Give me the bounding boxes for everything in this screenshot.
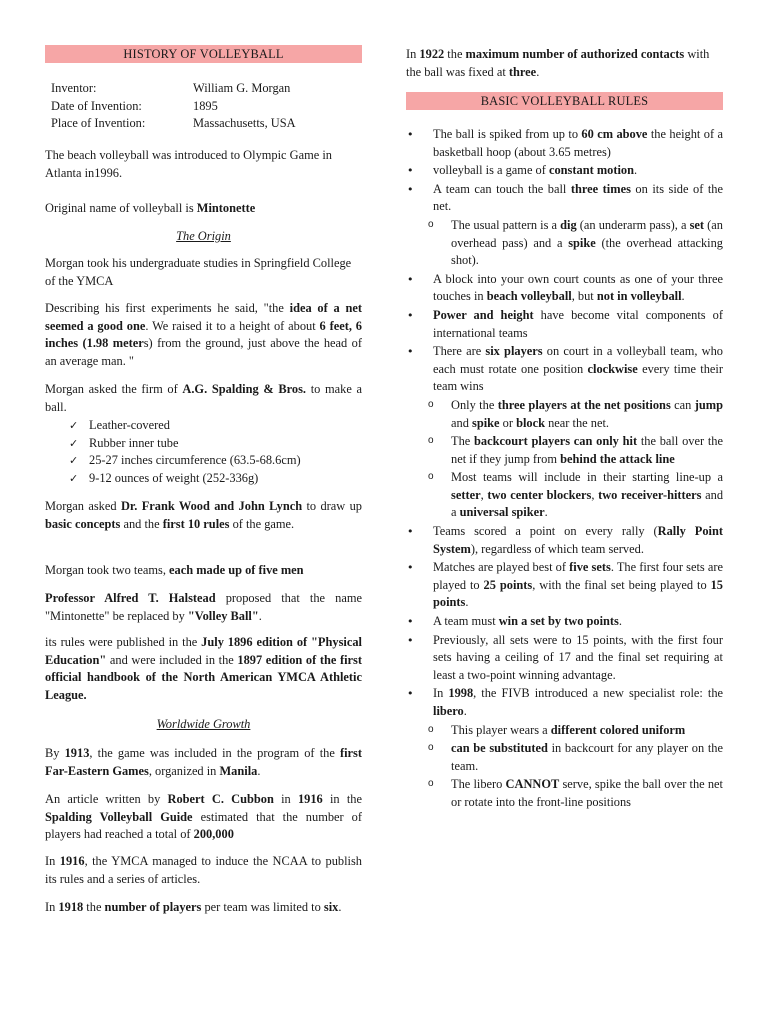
bold-text: Power and height bbox=[433, 307, 534, 322]
text-run: in backcourt for any player on the team. bbox=[451, 741, 724, 773]
checklist-item: ✓ 25-27 inches circumference (63.5-68.6cm) bbox=[69, 452, 359, 470]
text-run: and a bbox=[451, 487, 724, 520]
bold-text: dig bbox=[560, 217, 577, 232]
info-row-place: Place of Invention: Massachusetts, USA bbox=[51, 116, 296, 131]
list-item bbox=[406, 343, 723, 396]
text-run: . bbox=[618, 614, 622, 629]
ball-checklist bbox=[69, 417, 359, 487]
text-run: There are bbox=[433, 344, 486, 359]
bold-text: different colored uniform bbox=[550, 722, 686, 737]
text-run: every time their team wins bbox=[433, 361, 723, 394]
text-run: can bbox=[670, 397, 695, 412]
text-run: Describing his first experiments he said, "the bbox=[45, 301, 290, 315]
text-run: . We raised it to a height of about bbox=[145, 318, 320, 333]
text-run: volleyball is a game of bbox=[433, 163, 549, 178]
bold-text: maximum number of authorized contacts bbox=[465, 47, 685, 61]
para-springfield: Morgan took his undergraduate studies in Springfield College of the YMCA bbox=[45, 256, 352, 288]
text-run: , with the final set being played to bbox=[532, 577, 711, 592]
list-item bbox=[406, 632, 723, 685]
text-run: . bbox=[634, 163, 638, 178]
list-item bbox=[406, 523, 723, 558]
bold-text: each made up of five men bbox=[169, 563, 304, 577]
para-1913 bbox=[45, 745, 362, 780]
bold-text: 1918 bbox=[58, 900, 84, 914]
bold-text: Professor Alfred T. Halstead bbox=[45, 591, 216, 605]
text-run: have become vital components of international teams bbox=[433, 307, 723, 340]
text-run: the bbox=[83, 900, 105, 914]
bold-text: July 1896 edition of "Physical Education" bbox=[45, 635, 362, 667]
text-run: on its side of the net. bbox=[433, 181, 723, 214]
text-run: The ball is spiked from up to bbox=[433, 127, 582, 141]
bold-text: 1916 bbox=[297, 792, 323, 806]
checklist-item: ✓ 9-12 ounces of weight (252-336g) bbox=[69, 470, 359, 488]
para-rules-authors bbox=[45, 498, 362, 533]
bold-text: not in volleyball bbox=[596, 289, 682, 304]
growth-heading: Worldwide Growth bbox=[156, 717, 251, 731]
text-run: Most teams will include in their starting line-up a bbox=[451, 470, 723, 485]
text-run: , bbox=[480, 487, 488, 502]
bold-text: set bbox=[689, 217, 705, 232]
sub-list-item bbox=[406, 722, 723, 740]
bold-text: constant motion bbox=[548, 163, 634, 178]
text-run: per team was limited to bbox=[201, 900, 324, 914]
text-run: or bbox=[499, 415, 517, 430]
bold-text: 1998 bbox=[448, 686, 474, 701]
text-run: In bbox=[433, 686, 449, 701]
list-item bbox=[406, 559, 723, 612]
bold-text: Dr. Frank Wood and John Lynch bbox=[120, 499, 303, 513]
origin-heading: The Origin bbox=[176, 229, 231, 243]
bold-text: A.G. Spalding & Bros. bbox=[182, 382, 307, 396]
bold-text: 15 points bbox=[433, 577, 723, 610]
list-item bbox=[406, 271, 723, 306]
para-rules-published bbox=[45, 634, 362, 704]
text-run: serve, spike the ball over the net or rotate into the front-line positions bbox=[451, 777, 723, 809]
bold-text: jump bbox=[694, 397, 723, 412]
text-run: A team can touch the ball bbox=[433, 181, 571, 196]
text-run: Previously, all sets were to 15 points, with the first four sets having a ceiling of 17 and the final set requiring at least a two-point winning advantage. bbox=[433, 632, 723, 682]
text-run: , the YMCA managed to induce the NCAA to publish its rules and a series of articles. bbox=[45, 854, 362, 886]
info-table bbox=[51, 80, 351, 133]
bold-text: Spalding Volleyball Guide bbox=[45, 809, 193, 824]
text-run: Teams scored a point on every rally ( bbox=[433, 524, 658, 539]
para-1922 bbox=[406, 46, 723, 81]
bold-text: 6 feet, 6 inches (1.98 meter bbox=[45, 318, 362, 351]
text-run: on court in a volleyball team, who each must rotate one position bbox=[433, 344, 723, 376]
bold-text: win a set by two points bbox=[498, 614, 619, 629]
text-run: of the game. bbox=[229, 516, 295, 531]
text-run: This player wears a bbox=[451, 722, 551, 737]
list-item bbox=[406, 307, 723, 342]
para-experiments bbox=[45, 300, 362, 370]
text-run: In bbox=[45, 900, 59, 914]
bold-text: Rally Point System bbox=[433, 524, 723, 556]
text-run: ), regardless of which team served. bbox=[470, 541, 644, 556]
text-run: , but bbox=[571, 289, 597, 304]
text-run: and the bbox=[120, 516, 163, 531]
text-run: . bbox=[465, 595, 469, 610]
bold-text: beach volleyball bbox=[486, 289, 572, 304]
checklist-item: ✓ Rubber inner tube bbox=[69, 435, 359, 453]
bold-text: Manila bbox=[219, 763, 258, 778]
bold-text: universal spiker bbox=[459, 505, 545, 520]
bold-text: libero bbox=[433, 704, 464, 718]
text-run: the ball over the net if they jump from bbox=[451, 434, 723, 466]
text-run: (the overhead attacking shot). bbox=[451, 235, 724, 268]
bold-text: Robert C. Cubbon bbox=[167, 792, 274, 806]
list-item bbox=[406, 162, 723, 180]
text-run: . bbox=[681, 289, 685, 304]
text-run: , the FIVB introduced a new specialist role: the bbox=[473, 686, 724, 701]
list-item bbox=[406, 613, 723, 631]
bold-text: behind the attack line bbox=[560, 451, 675, 466]
bold-text: first 10 rules bbox=[162, 516, 230, 531]
bold-text: "Volley Ball" bbox=[187, 608, 259, 623]
text-run: , the game was included in the program of the bbox=[89, 746, 340, 760]
bold-text: idea of a net seemed a good one bbox=[45, 301, 362, 333]
bold-text: basic concepts bbox=[45, 516, 121, 531]
beach-paragraph: The beach volleyball was introduced to Olympic Game in Atlanta in1996. bbox=[45, 148, 332, 180]
text-run: . bbox=[338, 900, 342, 914]
text-run: Only the bbox=[451, 397, 498, 412]
bold-text: first Far-Eastern Games bbox=[45, 746, 362, 778]
rules-banner: BASIC VOLLEYBALL RULES bbox=[406, 92, 723, 110]
text-run: Morgan took two teams, bbox=[45, 563, 170, 577]
text-run: In bbox=[45, 854, 60, 868]
bold-text: number of players bbox=[104, 900, 202, 914]
text-run: estimated that the number of players had reached a total of bbox=[45, 809, 362, 842]
list-item bbox=[406, 126, 723, 161]
text-run: In bbox=[406, 47, 420, 61]
original-name-paragraph: Original name of volleyball is Mintonette bbox=[45, 201, 256, 215]
bold-text: six players bbox=[485, 344, 543, 359]
text-run: The bbox=[451, 434, 475, 449]
bold-text: backcourt players can only hit bbox=[474, 434, 638, 449]
para-1918 bbox=[45, 899, 362, 917]
text-run: The libero bbox=[451, 777, 506, 792]
bold-text: two center blockers bbox=[487, 487, 592, 502]
text-run: s) from the ground, just above the head of an average man. " bbox=[45, 336, 362, 368]
text-run: in bbox=[273, 792, 298, 806]
bold-text: three bbox=[508, 64, 537, 79]
text-run: near the net. bbox=[545, 415, 609, 430]
sub-list-item bbox=[406, 217, 723, 270]
bold-text: two receiver-hitters bbox=[598, 487, 702, 502]
text-run: An article written by bbox=[45, 792, 168, 806]
bold-text: spike bbox=[472, 415, 500, 430]
text-run: (an overhead pass) and a bbox=[451, 217, 723, 250]
sub-list-item bbox=[406, 469, 723, 522]
text-run: (an underarm pass), a bbox=[576, 217, 690, 232]
sub-list-item bbox=[406, 433, 723, 468]
bold-text: can be substituted bbox=[451, 741, 548, 756]
sub-list-item bbox=[406, 740, 723, 775]
text-run: The usual pattern is a bbox=[451, 217, 561, 232]
text-run: . bbox=[536, 64, 540, 79]
bold-text: 25 points bbox=[483, 577, 533, 592]
sub-list-item bbox=[406, 397, 723, 432]
checklist-item: ✓ Leather-covered bbox=[69, 417, 359, 435]
text-run: . bbox=[544, 505, 548, 520]
para-1916 bbox=[45, 853, 362, 888]
text-run: Morgan asked bbox=[45, 499, 121, 513]
bold-text: clockwise bbox=[587, 361, 638, 376]
text-run: in the bbox=[322, 792, 362, 806]
bold-text: five sets bbox=[569, 560, 611, 575]
para-spalding bbox=[45, 381, 362, 416]
text-run: Matches are played best of bbox=[433, 560, 570, 575]
bold-text: block bbox=[516, 415, 545, 430]
bold-text: CANNOT bbox=[505, 777, 560, 792]
text-run: A team must bbox=[433, 614, 499, 629]
bold-text: six bbox=[323, 900, 339, 914]
text-run: Morgan asked the firm of bbox=[45, 382, 183, 396]
history-banner: HISTORY OF VOLLEYBALL bbox=[45, 45, 362, 63]
bold-text: 1916 bbox=[59, 854, 85, 868]
bold-text: 60 cm above bbox=[581, 127, 648, 141]
text-run: , bbox=[591, 487, 599, 502]
text-run: . bbox=[257, 763, 261, 778]
bold-text: spike bbox=[568, 235, 596, 250]
text-run: . The first four sets are played to bbox=[433, 560, 723, 592]
text-run: By bbox=[45, 746, 65, 760]
text-run: A block into your own court counts as one of your three touches in bbox=[433, 271, 723, 304]
bold-text: three players at the net positions bbox=[497, 397, 671, 412]
text-run: its rules were published in the bbox=[45, 635, 202, 649]
text-run: to make a ball. bbox=[45, 382, 363, 414]
text-run: . bbox=[463, 704, 467, 718]
text-run: the bbox=[444, 47, 466, 61]
list-item bbox=[406, 685, 723, 720]
sub-list-item bbox=[406, 776, 723, 811]
text-run: proposed that the name "Mintonette" be replaced by bbox=[45, 591, 362, 623]
text-run: . bbox=[258, 608, 262, 623]
bold-text: 1913 bbox=[64, 746, 90, 760]
text-run: , organized in bbox=[148, 763, 220, 778]
bold-text: 1922 bbox=[419, 47, 445, 61]
text-run: with the ball was fixed at bbox=[406, 47, 710, 79]
info-row-date: Date of Invention: 1895 bbox=[51, 98, 218, 113]
para-halstead bbox=[45, 590, 362, 625]
list-item bbox=[406, 181, 723, 216]
info-row-inventor: Inventor: William G. Morgan bbox=[51, 81, 291, 95]
text-run: and bbox=[451, 415, 472, 430]
text-run: the height of a basketball hoop (about 3.65 metres) bbox=[433, 127, 723, 159]
text-run: to draw up bbox=[302, 499, 363, 513]
para-cubbon bbox=[45, 791, 362, 844]
bold-text: three times bbox=[570, 181, 631, 196]
para-two-teams bbox=[45, 562, 362, 580]
bold-text: setter bbox=[451, 487, 481, 502]
bold-text: 1897 edition of the first official handbook of the North American YMCA Athletic League. bbox=[45, 652, 363, 702]
rules-list bbox=[406, 126, 723, 812]
bold-text: 200,000 bbox=[193, 827, 234, 842]
text-run: and were included in the bbox=[106, 652, 238, 667]
